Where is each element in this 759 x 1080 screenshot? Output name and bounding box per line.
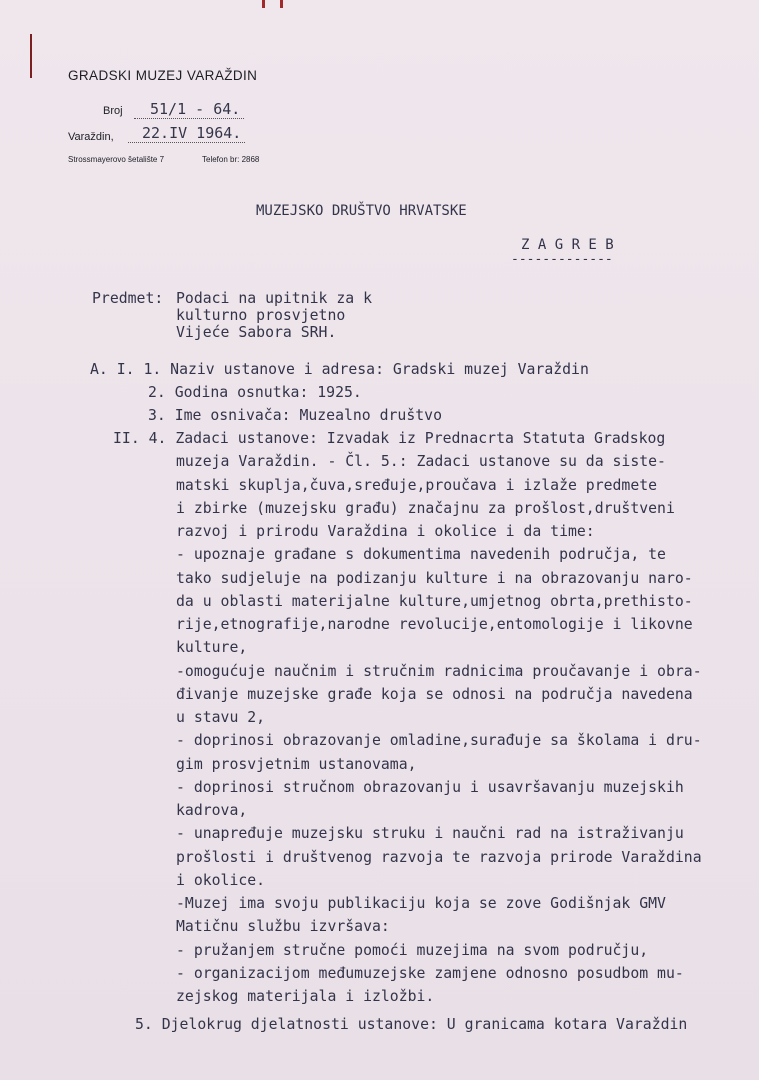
institution-name: GRADSKI MUZEJ VARAŽDIN — [68, 68, 258, 83]
body-line: đivanje muzejske građe koja se odnosi na područja navedena — [176, 686, 693, 703]
subject-line: kulturno prosvjetno — [176, 307, 346, 324]
subject-line: Vijeće Sabora SRH. — [176, 324, 337, 341]
body-line: matski skuplja,čuva,sređuje,proučava i izlaže predmete — [176, 477, 658, 494]
body-line: -Muzej ima svoju publikaciju koja se zove Godišnjak GMV — [176, 895, 666, 912]
body-line: gim prosvjetnim ustanovama, — [176, 756, 417, 773]
margin-mark — [30, 34, 32, 78]
body-line: zejskog materijala i izložbi. — [176, 988, 435, 1005]
body-line: II. 4. Zadaci ustanove: Izvadak iz Prednacrta Statuta Gradskog — [113, 430, 666, 447]
body-line: razvoj i prirodu Varaždina i okolice i da time: — [176, 523, 595, 540]
address: Strossmayerovo šetalište 7 — [68, 155, 165, 164]
body-line: tako sudjeluje na podizanju kulture i na obrazovanju naro- — [176, 570, 693, 587]
body-line: -omogućuje naučnim i stručnim radnicima proučavanje i obra- — [176, 663, 702, 680]
body-line: i zbirke (muzejsku građu) značajnu za prošlost,društveni — [176, 500, 675, 517]
body-line: - upoznaje građane s dokumentima navedenih područja, te — [176, 546, 666, 563]
body-line: kadrova, — [176, 802, 248, 819]
body-line: 3. Ime osnivača: Muzealno društvo — [148, 407, 442, 424]
recipient-name: MUZEJSKO DRUŠTVO HRVATSKE — [256, 203, 467, 219]
broj-value: 51/1 - 64. — [134, 100, 244, 119]
body-line: A. I. 1. Naziv ustanove i adresa: Gradski muzej Varaždin — [90, 361, 589, 378]
city-underline: ------------- — [511, 252, 613, 267]
broj-label: Broj — [103, 105, 123, 117]
body-line: kulture, — [176, 639, 248, 656]
place-label: Varaždin, — [68, 131, 114, 143]
body-line: muzeja Varaždin. - Čl. 5.: Zadaci ustanove su da siste- — [176, 453, 666, 470]
body-line: prošlosti i društvenog razvoja te razvoja prirode Varaždina — [176, 849, 702, 866]
subject-label: Predmet: — [92, 290, 164, 307]
body-line: - doprinosi stručnom obrazovanju i usavršavanju muzejskih — [176, 779, 684, 796]
recipient-city: Z A G R E B — [521, 237, 614, 253]
body-line: - unapređuje muzejsku struku i naučni rad na istraživanju — [176, 825, 684, 842]
top-edge-mark — [262, 0, 265, 8]
body-line: da u oblasti materijalne kulture,umjetnog obrta,prethisto- — [176, 593, 693, 610]
date-value: 22.IV 1964. — [128, 124, 245, 143]
body-line: rije,etnografije,narodne revolucije,entomologije i likovne — [176, 616, 693, 633]
body-line: u stavu 2, — [176, 709, 266, 726]
body-line: - doprinosi obrazovanje omladine,surađuje sa školama i dru- — [176, 732, 702, 749]
body-line: 2. Godina osnutka: 1925. — [148, 384, 362, 401]
top-edge-mark — [280, 0, 283, 8]
body-line: Matičnu službu izvršava: — [176, 918, 390, 935]
body-line: - organizacijom međumuzejske zamjene odnosno posudbom mu- — [176, 965, 684, 982]
body-line: i okolice. — [176, 872, 266, 889]
body-line: - pružanjem stručne pomoći muzejima na svom području, — [176, 942, 649, 959]
phone: Telefon br: 2868 — [202, 155, 260, 164]
body-line: 5. Djelokrug djelatnosti ustanove: U granicama kotara Varaždin — [135, 1016, 688, 1033]
subject-line: Podaci na upitnik za k — [176, 290, 372, 307]
